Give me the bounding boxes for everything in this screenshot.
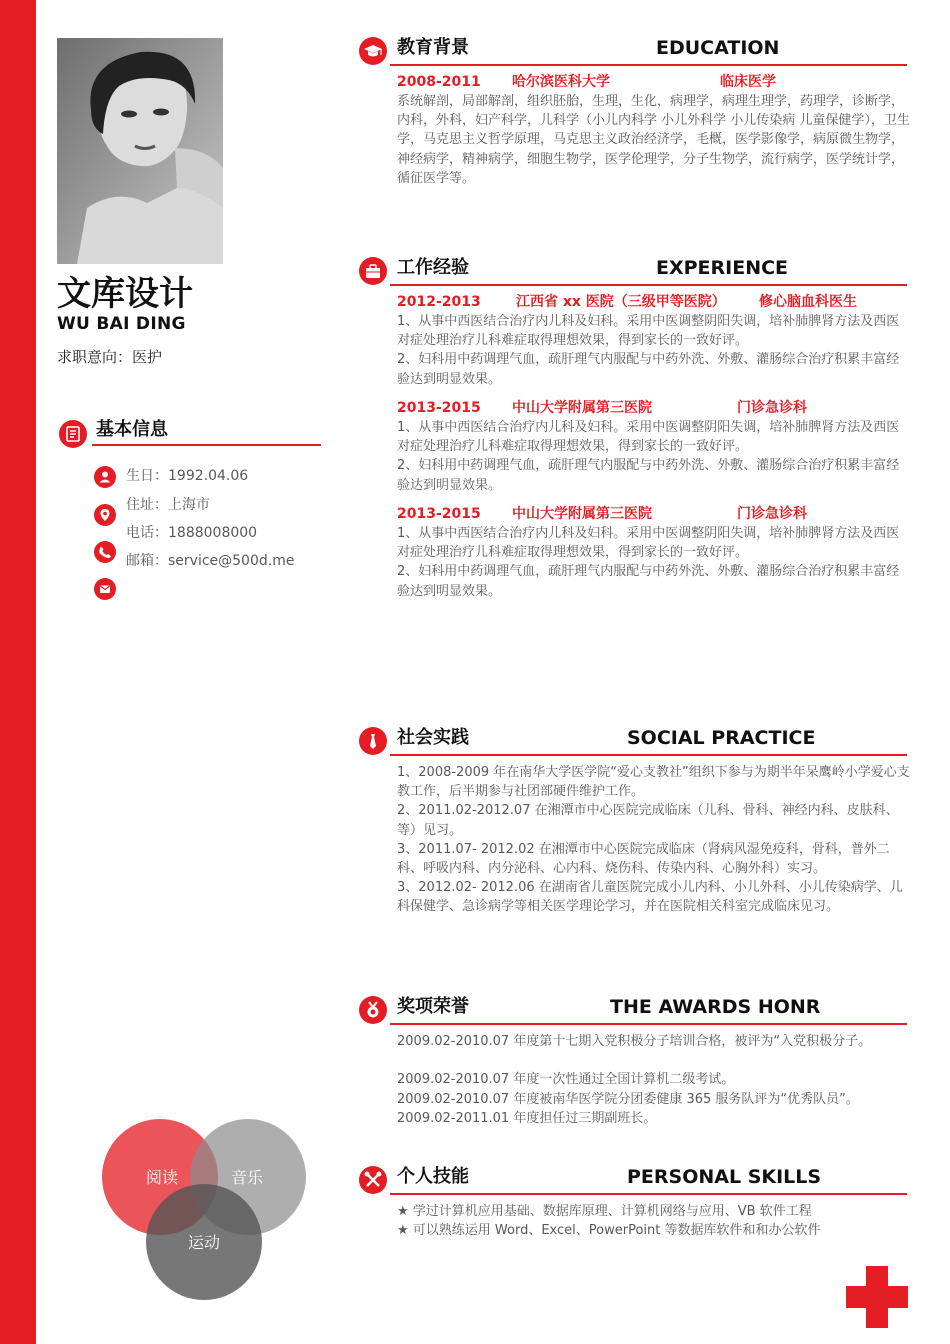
medical-cross-icon (846, 1266, 908, 1328)
left-accent-bar (0, 0, 36, 1344)
social-rule (390, 754, 907, 756)
basic-info-title: 基本信息 (96, 419, 168, 440)
awards-title-en: THE AWARDS HONR (610, 996, 821, 1018)
job-3-period: 2013-2015 (397, 506, 481, 522)
award-item-4: 2009.02-2011.01 年度担任过三期副班长。 (397, 1110, 657, 1126)
skill-item-1: ★ 学过计算机应用基础、数据库原理、计算机网络与应用、VB 软件工程 (397, 1204, 812, 1219)
job-3-line-1: 1、从事中西医结合治疗内儿科及妇科。采用中医调整阴阳失调，培补肺脾肾方法及西医对症处理治疗儿科难症取得理想效果，得到家长的一致好评。 (397, 526, 900, 561)
hobby-label-sport: 运动 (187, 1233, 221, 1252)
social-title-cn: 社会实践 (397, 727, 469, 748)
education-major: 临床医学 (720, 74, 776, 90)
experience-rule (390, 284, 907, 286)
job-2-line-2: 2、妇科用中药调理气血，疏肝理气内服配与中药外洗、外敷、灌肠综合治疗积累丰富经验达到明显效果。 (397, 458, 900, 493)
social-item-2: 2、2011.02-2012.07 在湘潭市中心医院完成临床（儿科、骨科、神经内科、皮肤科、等）见习。 (397, 803, 899, 838)
skills-rule (390, 1193, 907, 1195)
education-rule (390, 64, 907, 66)
social-item-4: 3、2012.02- 2012.06 在湖南省儿童医院完成小儿内科、小儿外科、小儿传染病学、儿科保健学、急诊病学等相关医学理论学习，并在医院相关科室完成临床见习。 (397, 880, 903, 915)
awards-title-cn: 奖项荣誉 (397, 996, 469, 1017)
job-1-description (397, 312, 911, 389)
award-spacer (397, 1051, 927, 1070)
job-1-line-2: 2、妇科用中药调理气血，疏肝理气内服配与中药外洗、外敷、灌肠综合治疗积累丰富经验达到明显效果。 (397, 352, 900, 387)
graduation-cap-icon (359, 37, 387, 65)
job-3-line-2: 2、妇科用中药调理气血，疏肝理气内服配与中药外洗、外敷、灌肠综合治疗积累丰富经验达到明显效果。 (397, 564, 900, 599)
address-text: 住址：上海市 (126, 497, 210, 513)
awards-items (397, 1032, 927, 1128)
medal-icon (359, 996, 387, 1024)
briefcase-icon (359, 257, 387, 285)
id-card-icon (59, 420, 87, 448)
award-item-3: 2009.02-2010.07 年度被南华医学院分团委健康 365 服务队评为“优秀队员”。 (397, 1091, 859, 1107)
social-items (397, 763, 911, 917)
award-item-2: 2009.02-2010.07 年度一次性通过全国计算机二级考试。 (397, 1072, 735, 1088)
social-item-1: 1、2008-2009 年在南华大学医学院“爱心支教社”组织下参与为期半年呆鹰岭小学爱心支教工作，后半期参与社团部硬件维护工作。 (397, 765, 910, 800)
experience-title-cn: 工作经验 (397, 257, 469, 278)
skill-item-2: ★ 可以熟练运用 Word、Excel、PowerPoint 等数据库软件和和办公软件 (397, 1223, 821, 1239)
email-text: 邮箱：service@500d.me (126, 553, 295, 569)
hobby-label-music: 音乐 (230, 1168, 264, 1187)
education-title-cn: 教育背景 (397, 37, 469, 58)
education-title-en: EDUCATION (656, 37, 780, 59)
job-2-org: 中山大学附属第三医院 (512, 400, 652, 416)
candidate-name: 文库设计 (57, 274, 193, 314)
profile-photo (57, 38, 223, 264)
job-2-line-1: 1、从事中西医结合治疗内儿科及妇科。采用中医调整阴阳失调，培补肺脾肾方法及西医对症处理治疗儿科难症取得理想效果，得到家长的一致好评。 (397, 420, 900, 455)
job-3-description (397, 524, 911, 601)
hobbies-venn-diagram (100, 1115, 310, 1305)
job-2-description (397, 418, 911, 495)
job-1-line-1: 1、从事中西医结合治疗内儿科及妇科。采用中医调整阴阳失调，培补肺脾肾方法及西医对症处理治疗儿科难症取得理想效果，得到家长的一致好评。 (397, 314, 900, 349)
skills-title-cn: 个人技能 (397, 1166, 469, 1187)
job-1-role: 修心脑血科医生 (759, 294, 857, 310)
job-3-role: 门诊急诊科 (737, 506, 807, 522)
education-school: 哈尔滨医科大学 (512, 74, 610, 90)
person-icon (94, 466, 116, 488)
job-objective: 求职意向：医护 (57, 348, 163, 366)
tie-icon (359, 727, 387, 755)
tools-icon (359, 1166, 387, 1194)
hobby-label-reading: 阅读 (145, 1168, 179, 1187)
skills-title-en: PERSONAL SKILLS (627, 1166, 822, 1188)
phone-icon (94, 541, 116, 563)
job-2-period: 2013-2015 (397, 400, 481, 416)
mail-icon (94, 578, 116, 600)
education-courses (397, 92, 911, 188)
skills-items (397, 1202, 917, 1240)
profile-photo-illustration (57, 38, 223, 264)
job-3-org: 中山大学附属第三医院 (512, 506, 652, 522)
social-item-3: 3、2011.07- 2012.02 在湘潭市中心医院完成临床（肾病风湿免疫科，骨科，普外二科、呼吸内科、内分泌科、心内科、烧伤科、传染内科、心胸外科）实习。 (397, 841, 890, 877)
job-1-org: 江西省 xx 医院（三级甲等医院） (516, 294, 726, 310)
education-courses-text: 系统解剖，局部解剖，组织胚胎，生理，生化，病理学，病理生理学，药理学，诊断学，内科，外科，妇产科学，儿科学（小儿内科学 小儿外科学 小儿传染病 儿童保健学），卫生学，马克思主义哲学原理，马克思主义政治经济学，毛概，医学影像学，病原微生物学，神经病学，精神病学，细胞生物学，医学伦理学，分子生物学，流行病学，医学统计学，循征医学等。 (397, 94, 910, 186)
basic-info-rule (92, 444, 321, 446)
social-title-en: SOCIAL PRACTICE (627, 727, 816, 749)
location-icon (94, 504, 116, 526)
experience-title-en: EXPERIENCE (656, 257, 789, 279)
job-1-period: 2012-2013 (397, 294, 481, 310)
awards-rule (390, 1023, 907, 1025)
education-period: 2008-2011 (397, 74, 481, 90)
birthday-text: 生日：1992.04.06 (126, 468, 249, 484)
phone-text: 电话：1888008000 (126, 525, 258, 541)
job-2-role: 门诊急诊科 (737, 400, 807, 416)
award-item-1: 2009.02-2010.07 年度第十七期入党积极分子培训合格，被评为“入党积极分子。 (397, 1034, 872, 1049)
candidate-name-en: WU BAI DING (57, 314, 186, 334)
